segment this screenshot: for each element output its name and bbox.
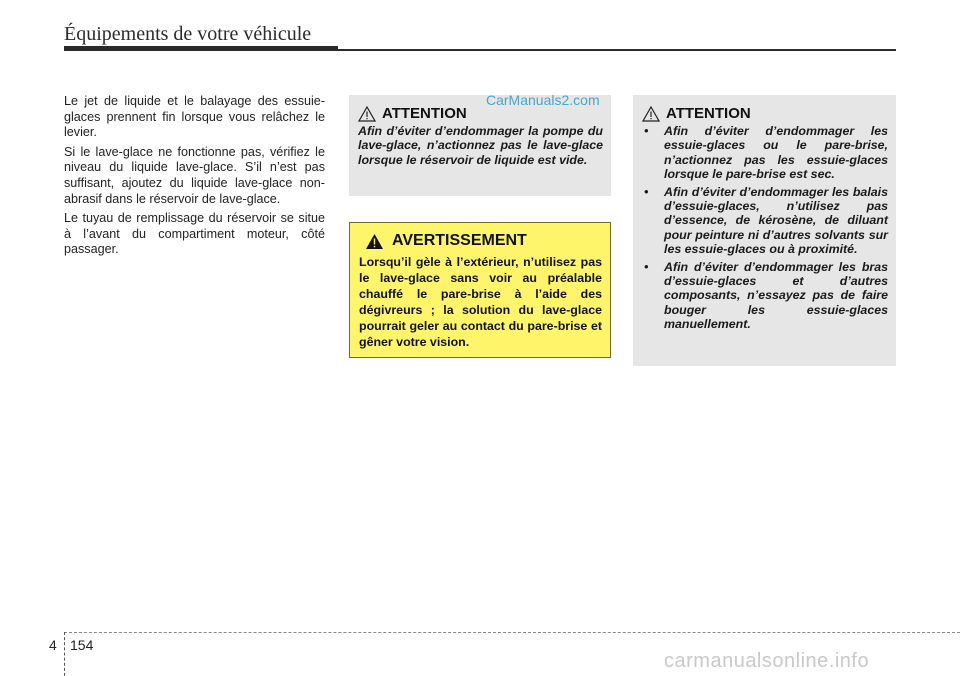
header-rule-thick [64, 46, 338, 51]
attention-box-pump [349, 95, 611, 196]
attention-title: ATTENTION [666, 105, 751, 122]
warning-triangle-filled-icon [365, 233, 384, 250]
header-rule-thin [338, 49, 896, 51]
list-item [642, 185, 888, 257]
body-paragraph: Le tuyau de remplissage du réservoir se situe à l’avant du compartiment moteur, côté passager. [64, 211, 325, 257]
bullet-glyph: • [644, 124, 649, 138]
page-number: 154 [70, 637, 94, 653]
body-text-column [64, 94, 325, 262]
body-paragraph: Le jet de liquide et le balayage des essuie-glaces prennent fin lorsque vous relâchez le levier. [64, 94, 325, 140]
list-item-text: Afin d’éviter d’endommager les essuie-glaces ou le pare-brise, n’actionnez pas les essuie-glaces lorsque le pare-brise est sec. [664, 124, 888, 182]
warning-title: AVERTISSEMENT [392, 232, 527, 249]
attention-box-wipers [633, 95, 896, 366]
page-header-title: Équipements de votre véhicule [64, 23, 312, 45]
attention-list [642, 124, 888, 332]
footer-rule [64, 632, 960, 633]
watermark-text: CarManuals2.com [486, 92, 600, 108]
warning-triangle-outline-icon [642, 106, 660, 122]
warning-text: Lorsqu’il gèle à l’extérieur, n’utilisez pas le lave-glace sans voir au préalable chauffé le pare-brise à l’aide des dégivreurs ; la solution du lave-glace pourrait geler au contact du pare-brise et gêner votre vision. [359, 255, 602, 349]
list-item-text: Afin d’éviter d’endommager les balais d’essuie-glaces, n’utilisez pas d’essence, de kérosène, de diluant pour peinture ni d’autres solvants sur les essuie-glaces ou à proximité. [664, 184, 888, 257]
footer-site-watermark: carmanualsonline.info [664, 650, 870, 672]
list-item [642, 124, 888, 182]
attention-heading [642, 105, 888, 122]
footer-divider [64, 632, 65, 676]
attention-title: ATTENTION [382, 105, 467, 122]
bullet-glyph: • [644, 259, 649, 274]
warning-box-freeze [349, 222, 611, 358]
body-paragraph: Si le lave-glace ne fonctionne pas, vérifiez le niveau du liquide lave-glace. S’il n’est pas suffisant, ajoutez du liquide lave-glace non-abrasif dans le réservoir de lave-glace. [64, 144, 325, 206]
bullet-glyph: • [644, 184, 649, 199]
warning-triangle-outline-icon [358, 106, 376, 122]
list-item-text: Afin d’éviter d’endommager les bras d’essuie-glaces et d’autres composants, n’essayez pas de faire bouger les essuie-glaces manuellement. [664, 259, 888, 332]
warning-heading [359, 232, 602, 250]
chapter-number: 4 [49, 637, 57, 653]
list-item [642, 260, 888, 332]
attention-text: Afin d’éviter d’endommager la pompe du lave-glace, n’actionnez pas le lave-glace lorsque le réservoir de liquide est vide. [358, 124, 603, 167]
